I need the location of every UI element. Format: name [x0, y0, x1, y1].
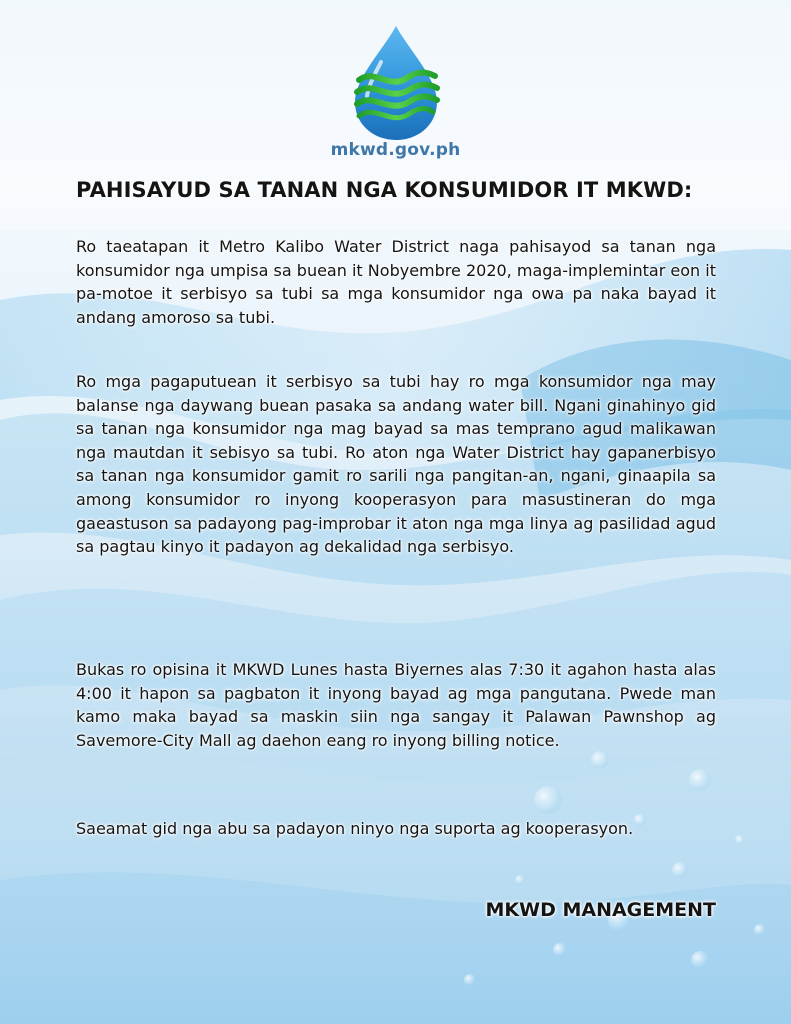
notice-paragraph-2: Ro mga pagaputuean it serbisyo sa tubi hay ro mga konsumidor nga may balanse nga daywang buean pasaka sa andang water bill. Ngani ginahinyo gid sa tanan nga konsumidor nga mag bayad sa mas temprano agud malikawan nga mautdan it sebisyo sa tubi. Ro aton nga Water District hay gapanerbisyo sa tanan nga konsumidor gamit ro sarili nga pangitan-an, ngani, ginaapila sa among konsumidor ro inyong kooperasyon para masustineran do mga gaeastuson sa padayong pag-improbar it aton nga mga linya ag pasilidad agud sa pagtau kinyo it padayon ag dekalidad nga serbisyo.	[76, 372, 716, 557]
notice-paragraph-3: Bukas ro opisina it MKWD Lunes hasta Biyernes alas 7:30 it agahon hasta alas 4:00 it hapon sa pagbaton it inyong bayad ag mga pangutana. Pwede man kamo maka bayad sa maskin siin nga sangay it Palawan Pawnshop ag Savemore-City Mall ag daehon eang ro inyong billing notice.	[76, 660, 716, 750]
notice-paragraph-1: Ro taeatapan it Metro Kalibo Water District naga pahisayod sa tanan nga konsumidor nga umpisa sa buean it Nobyembre 2020, maga-implemintar eon it pa-motoe it serbisyo sa tubi sa mga konsumidor nga owa pa naka bayad it andang amoroso sa tubi.	[76, 237, 716, 327]
site-url: mkwd.gov.ph	[330, 140, 461, 160]
signature: MKWD MANAGEMENT	[485, 899, 716, 921]
notice-title: PAHISAYUD SA TANAN NGA KONSUMIDOR IT MKWD:	[76, 178, 693, 202]
notice-paragraph-4: Saeamat gid nga abu sa padayon ninyo nga suporta ag kooperasyon.	[76, 819, 634, 838]
water-drop-logo-icon	[351, 24, 441, 142]
